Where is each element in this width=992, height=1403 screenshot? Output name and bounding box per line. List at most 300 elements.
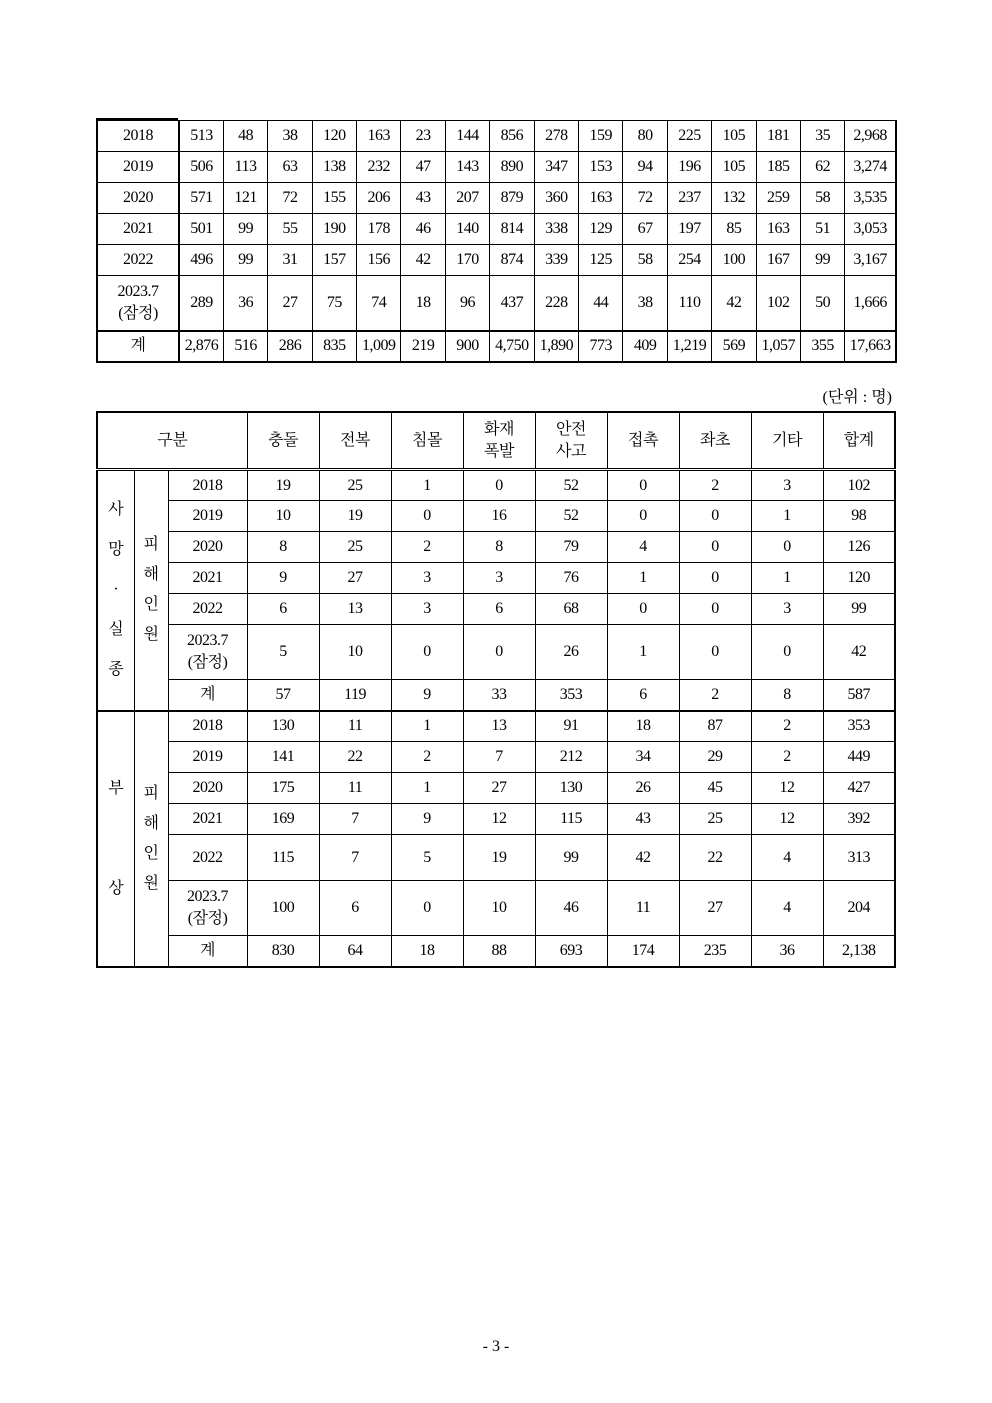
table-cell: 19	[319, 501, 391, 532]
table-cell: 42	[607, 835, 679, 881]
table-cell: 5	[247, 625, 319, 680]
table-cell: 46	[401, 214, 445, 245]
table-cell: 144	[445, 121, 489, 152]
table-cell: 409	[623, 331, 667, 362]
table-cell: 115	[535, 804, 607, 835]
table-row	[97, 936, 895, 967]
table-cell: 427	[823, 773, 895, 804]
table-cell: 339	[534, 245, 578, 276]
table-cell: 204	[823, 881, 895, 936]
table-cell: 79	[535, 532, 607, 563]
table-cell: 5	[391, 835, 463, 881]
table-row	[97, 594, 895, 625]
table-cell: 52	[535, 470, 607, 501]
table-cell: 2,138	[823, 936, 895, 967]
column-header: 좌초	[679, 412, 751, 470]
table-cell: 157	[312, 245, 356, 276]
table-cell: 27	[463, 773, 535, 804]
table-cell: 178	[357, 214, 401, 245]
table-cell: 0	[679, 594, 751, 625]
casualty-table	[96, 411, 896, 968]
table-cell: 259	[756, 183, 800, 214]
table-cell: 72	[623, 183, 667, 214]
table-cell: 3	[463, 563, 535, 594]
header-category: 구분	[97, 412, 247, 470]
unit-label: (단위 : 명)	[822, 389, 892, 406]
table-cell: 3,535	[845, 183, 896, 214]
table-cell: 1	[751, 501, 823, 532]
table-cell: 88	[463, 936, 535, 967]
table-cell: 19	[247, 470, 319, 501]
table-cell: 27	[268, 276, 312, 331]
table-cell: 175	[247, 773, 319, 804]
table-cell: 3,053	[845, 214, 896, 245]
table-cell: 206	[357, 183, 401, 214]
table-cell: 196	[667, 152, 711, 183]
table-row	[97, 773, 895, 804]
table-cell: 113	[223, 152, 267, 183]
table-row	[97, 331, 896, 362]
table-cell: 33	[463, 680, 535, 711]
table-cell: 8	[751, 680, 823, 711]
table-cell: 814	[490, 214, 534, 245]
table-cell: 99	[223, 214, 267, 245]
table-cell: 46	[535, 881, 607, 936]
table-cell: 0	[679, 563, 751, 594]
table-cell: 169	[247, 804, 319, 835]
row-label: 2020	[97, 183, 179, 214]
table-cell: 110	[667, 276, 711, 331]
table-cell: 102	[823, 470, 895, 501]
table-cell: 9	[391, 804, 463, 835]
table-cell: 11	[607, 881, 679, 936]
table-row	[97, 835, 895, 881]
column-header: 접촉	[607, 412, 679, 470]
table-cell: 773	[579, 331, 623, 362]
table-row	[97, 625, 895, 680]
table-cell: 55	[268, 214, 312, 245]
table-cell: 141	[247, 742, 319, 773]
table-cell: 9	[391, 680, 463, 711]
group-2	[97, 711, 895, 967]
table-cell: 80	[623, 121, 667, 152]
table-cell: 132	[712, 183, 756, 214]
table-cell: 254	[667, 245, 711, 276]
table-cell: 0	[391, 501, 463, 532]
table-cell: 0	[679, 625, 751, 680]
table-cell: 232	[357, 152, 401, 183]
table-row	[97, 245, 896, 276]
table-cell: 3	[391, 563, 463, 594]
column-header: 안전 사고	[535, 412, 607, 470]
table-cell: 0	[751, 625, 823, 680]
table-cell: 0	[463, 625, 535, 680]
table-cell: 50	[800, 276, 844, 331]
group-label: 부 상	[97, 711, 134, 967]
table-cell: 212	[535, 742, 607, 773]
row-label: 계	[97, 331, 179, 362]
table-cell: 0	[607, 594, 679, 625]
column-header: 합계	[823, 412, 895, 470]
table-row	[97, 470, 895, 501]
table-cell: 12	[751, 804, 823, 835]
table-cell: 98	[823, 501, 895, 532]
table-cell: 163	[357, 121, 401, 152]
table-cell: 289	[179, 276, 223, 331]
row-label: 2023.7 (잠정)	[168, 625, 247, 680]
table-cell: 6	[319, 881, 391, 936]
table-cell: 360	[534, 183, 578, 214]
table-cell: 1	[751, 563, 823, 594]
table-cell: 156	[357, 245, 401, 276]
table-cell: 278	[534, 121, 578, 152]
table-row	[97, 563, 895, 594]
table-cell: 1	[391, 470, 463, 501]
table-cell: 64	[319, 936, 391, 967]
table-cell: 119	[319, 680, 391, 711]
table-cell: 58	[623, 245, 667, 276]
table-cell: 87	[679, 711, 751, 742]
table-cell: 0	[391, 625, 463, 680]
table-cell: 0	[391, 881, 463, 936]
table-cell: 1,219	[667, 331, 711, 362]
table-row	[97, 214, 896, 245]
table-cell: 105	[712, 152, 756, 183]
table-cell: 197	[667, 214, 711, 245]
table-cell: 18	[607, 711, 679, 742]
table-cell: 3	[751, 594, 823, 625]
table-cell: 27	[679, 881, 751, 936]
table-cell: 338	[534, 214, 578, 245]
table-cell: 25	[679, 804, 751, 835]
table-cell: 4	[751, 881, 823, 936]
table-cell: 25	[319, 470, 391, 501]
table-cell: 4,750	[490, 331, 534, 362]
table-cell: 569	[712, 331, 756, 362]
row-label: 2018	[97, 121, 179, 152]
table-cell: 100	[247, 881, 319, 936]
table-cell: 121	[223, 183, 267, 214]
table-cell: 185	[756, 152, 800, 183]
table-cell: 355	[800, 331, 844, 362]
table-cell: 7	[319, 804, 391, 835]
table-cell: 693	[535, 936, 607, 967]
table-cell: 129	[579, 214, 623, 245]
table-cell: 587	[823, 680, 895, 711]
table-cell: 43	[607, 804, 679, 835]
row-label: 2023.7 (잠정)	[97, 276, 179, 331]
table-cell: 26	[535, 625, 607, 680]
table-cell: 31	[268, 245, 312, 276]
table-cell: 1,666	[845, 276, 896, 331]
table-cell: 91	[535, 711, 607, 742]
row-label: 2019	[168, 742, 247, 773]
table-cell: 237	[667, 183, 711, 214]
table-cell: 835	[312, 331, 356, 362]
table-cell: 1	[391, 711, 463, 742]
table-cell: 62	[800, 152, 844, 183]
table-cell: 8	[463, 532, 535, 563]
table-cell: 353	[823, 711, 895, 742]
table-cell: 36	[751, 936, 823, 967]
table-cell: 10	[247, 501, 319, 532]
table-cell: 29	[679, 742, 751, 773]
table-cell: 22	[679, 835, 751, 881]
table-cell: 1	[391, 773, 463, 804]
table-cell: 207	[445, 183, 489, 214]
table-cell: 38	[268, 121, 312, 152]
row-label: 2021	[168, 804, 247, 835]
table-cell: 2	[679, 680, 751, 711]
table-cell: 48	[223, 121, 267, 152]
table-cell: 11	[319, 711, 391, 742]
table-row	[97, 804, 895, 835]
table-cell: 7	[463, 742, 535, 773]
page-number: - 3 -	[482, 1338, 510, 1355]
table-cell: 286	[268, 331, 312, 362]
table-cell: 2,876	[179, 331, 223, 362]
table-cell: 138	[312, 152, 356, 183]
table-cell: 516	[223, 331, 267, 362]
table-cell: 140	[445, 214, 489, 245]
group-1	[97, 470, 895, 711]
table-cell: 76	[535, 563, 607, 594]
table-cell: 10	[319, 625, 391, 680]
table-cell: 17,663	[845, 331, 896, 362]
table-cell: 35	[800, 121, 844, 152]
table-cell: 12	[751, 773, 823, 804]
table-cell: 43	[401, 183, 445, 214]
table-cell: 18	[391, 936, 463, 967]
table-cell: 353	[535, 680, 607, 711]
table-cell: 1	[607, 563, 679, 594]
table-cell: 449	[823, 742, 895, 773]
column-header: 기타	[751, 412, 823, 470]
column-header: 침몰	[391, 412, 463, 470]
table-cell: 2	[391, 742, 463, 773]
table-cell: 0	[463, 470, 535, 501]
table-cell: 3,274	[845, 152, 896, 183]
table-cell: 174	[607, 936, 679, 967]
table-cell: 51	[800, 214, 844, 245]
table-cell: 63	[268, 152, 312, 183]
table-cell: 115	[247, 835, 319, 881]
table-cell: 99	[800, 245, 844, 276]
table-cell: 228	[534, 276, 578, 331]
table-cell: 10	[463, 881, 535, 936]
table-cell: 143	[445, 152, 489, 183]
table-cell: 313	[823, 835, 895, 881]
table-cell: 11	[319, 773, 391, 804]
table-row	[97, 742, 895, 773]
table-cell: 3	[391, 594, 463, 625]
table-cell: 163	[579, 183, 623, 214]
table-cell: 235	[679, 936, 751, 967]
table-cell: 105	[712, 121, 756, 152]
table-cell: 19	[463, 835, 535, 881]
table-cell: 45	[679, 773, 751, 804]
table-cell: 501	[179, 214, 223, 245]
table-cell: 6	[463, 594, 535, 625]
table-cell: 0	[679, 532, 751, 563]
table-cell: 94	[623, 152, 667, 183]
table-cell: 225	[667, 121, 711, 152]
table-cell: 68	[535, 594, 607, 625]
group-label: 사 망 · 실 종	[97, 470, 134, 711]
table-cell: 16	[463, 501, 535, 532]
vessel-accident-count-table	[96, 120, 897, 363]
table-cell: 3	[751, 470, 823, 501]
table-cell: 190	[312, 214, 356, 245]
row-label: 2019	[168, 501, 247, 532]
table-cell: 57	[247, 680, 319, 711]
table-cell: 0	[751, 532, 823, 563]
table-cell: 120	[823, 563, 895, 594]
table-cell: 159	[579, 121, 623, 152]
table-cell: 1,009	[357, 331, 401, 362]
table-cell: 155	[312, 183, 356, 214]
table-cell: 170	[445, 245, 489, 276]
table-row	[97, 881, 895, 936]
table-cell: 4	[751, 835, 823, 881]
table-row	[97, 680, 895, 711]
table-cell: 85	[712, 214, 756, 245]
group-sublabel: 피 해 인 원	[134, 470, 168, 711]
table-cell: 2	[751, 711, 823, 742]
row-label: 2019	[97, 152, 179, 183]
table-row	[97, 152, 896, 183]
table-cell: 47	[401, 152, 445, 183]
table-cell: 96	[445, 276, 489, 331]
row-label: 2020	[168, 773, 247, 804]
table-cell: 38	[623, 276, 667, 331]
table-cell: 72	[268, 183, 312, 214]
row-label: 계	[168, 936, 247, 967]
table-cell: 856	[490, 121, 534, 152]
table-cell: 571	[179, 183, 223, 214]
table-cell: 9	[247, 563, 319, 594]
table-row	[97, 501, 895, 532]
table-cell: 42	[401, 245, 445, 276]
table-cell: 153	[579, 152, 623, 183]
row-label: 2018	[168, 711, 247, 742]
table-cell: 34	[607, 742, 679, 773]
table-cell: 2	[391, 532, 463, 563]
table-cell: 181	[756, 121, 800, 152]
table-cell: 25	[319, 532, 391, 563]
table-cell: 392	[823, 804, 895, 835]
group-sublabel: 피 해 인 원	[134, 711, 168, 967]
table-cell: 100	[712, 245, 756, 276]
table-cell: 58	[800, 183, 844, 214]
table-cell: 437	[490, 276, 534, 331]
row-label: 2021	[168, 563, 247, 594]
table-cell: 163	[756, 214, 800, 245]
table-cell: 8	[247, 532, 319, 563]
table-cell: 18	[401, 276, 445, 331]
row-label: 2018	[168, 470, 247, 501]
table-cell: 0	[607, 470, 679, 501]
table-cell: 130	[535, 773, 607, 804]
row-label: 2022	[168, 594, 247, 625]
table-top-bar	[96, 118, 178, 121]
table-cell: 496	[179, 245, 223, 276]
table-cell: 99	[223, 245, 267, 276]
table-cell: 874	[490, 245, 534, 276]
table-row	[97, 121, 896, 152]
table-cell: 42	[823, 625, 895, 680]
table-cell: 2	[679, 470, 751, 501]
table-cell: 1,890	[534, 331, 578, 362]
table-cell: 102	[756, 276, 800, 331]
table-cell: 6	[247, 594, 319, 625]
table-cell: 2,968	[845, 121, 896, 152]
table-cell: 44	[579, 276, 623, 331]
table-cell: 347	[534, 152, 578, 183]
table-row	[97, 276, 896, 331]
table-cell: 167	[756, 245, 800, 276]
table-cell: 0	[679, 501, 751, 532]
table-cell: 2	[751, 742, 823, 773]
table-cell: 3,167	[845, 245, 896, 276]
row-label: 2023.7 (잠정)	[168, 881, 247, 936]
table-row	[97, 711, 895, 742]
table-cell: 1,057	[756, 331, 800, 362]
table-cell: 506	[179, 152, 223, 183]
table-cell: 6	[607, 680, 679, 711]
table-cell: 12	[463, 804, 535, 835]
table-cell: 99	[535, 835, 607, 881]
table-cell: 830	[247, 936, 319, 967]
table-cell: 879	[490, 183, 534, 214]
table-cell: 99	[823, 594, 895, 625]
row-label: 2020	[168, 532, 247, 563]
row-label: 2022	[97, 245, 179, 276]
table-cell: 130	[247, 711, 319, 742]
table-cell: 27	[319, 563, 391, 594]
table-cell: 4	[607, 532, 679, 563]
column-header: 충돌	[247, 412, 319, 470]
table-cell: 23	[401, 121, 445, 152]
row-label: 계	[168, 680, 247, 711]
table-cell: 74	[357, 276, 401, 331]
table-cell: 125	[579, 245, 623, 276]
table-cell: 75	[312, 276, 356, 331]
table-cell: 13	[319, 594, 391, 625]
table-cell: 26	[607, 773, 679, 804]
table-row	[97, 532, 895, 563]
table-cell: 126	[823, 532, 895, 563]
table-cell: 900	[445, 331, 489, 362]
row-label: 2022	[168, 835, 247, 881]
table-cell: 513	[179, 121, 223, 152]
table-cell: 13	[463, 711, 535, 742]
table-cell: 7	[319, 835, 391, 881]
table-cell: 36	[223, 276, 267, 331]
table-cell: 219	[401, 331, 445, 362]
table-cell: 67	[623, 214, 667, 245]
table-cell: 42	[712, 276, 756, 331]
table-cell: 890	[490, 152, 534, 183]
row-label: 2021	[97, 214, 179, 245]
table-cell: 120	[312, 121, 356, 152]
table-cell: 0	[607, 501, 679, 532]
table-cell: 1	[607, 625, 679, 680]
table-cell: 52	[535, 501, 607, 532]
column-header: 화재 폭발	[463, 412, 535, 470]
table-row	[97, 183, 896, 214]
column-header: 전복	[319, 412, 391, 470]
